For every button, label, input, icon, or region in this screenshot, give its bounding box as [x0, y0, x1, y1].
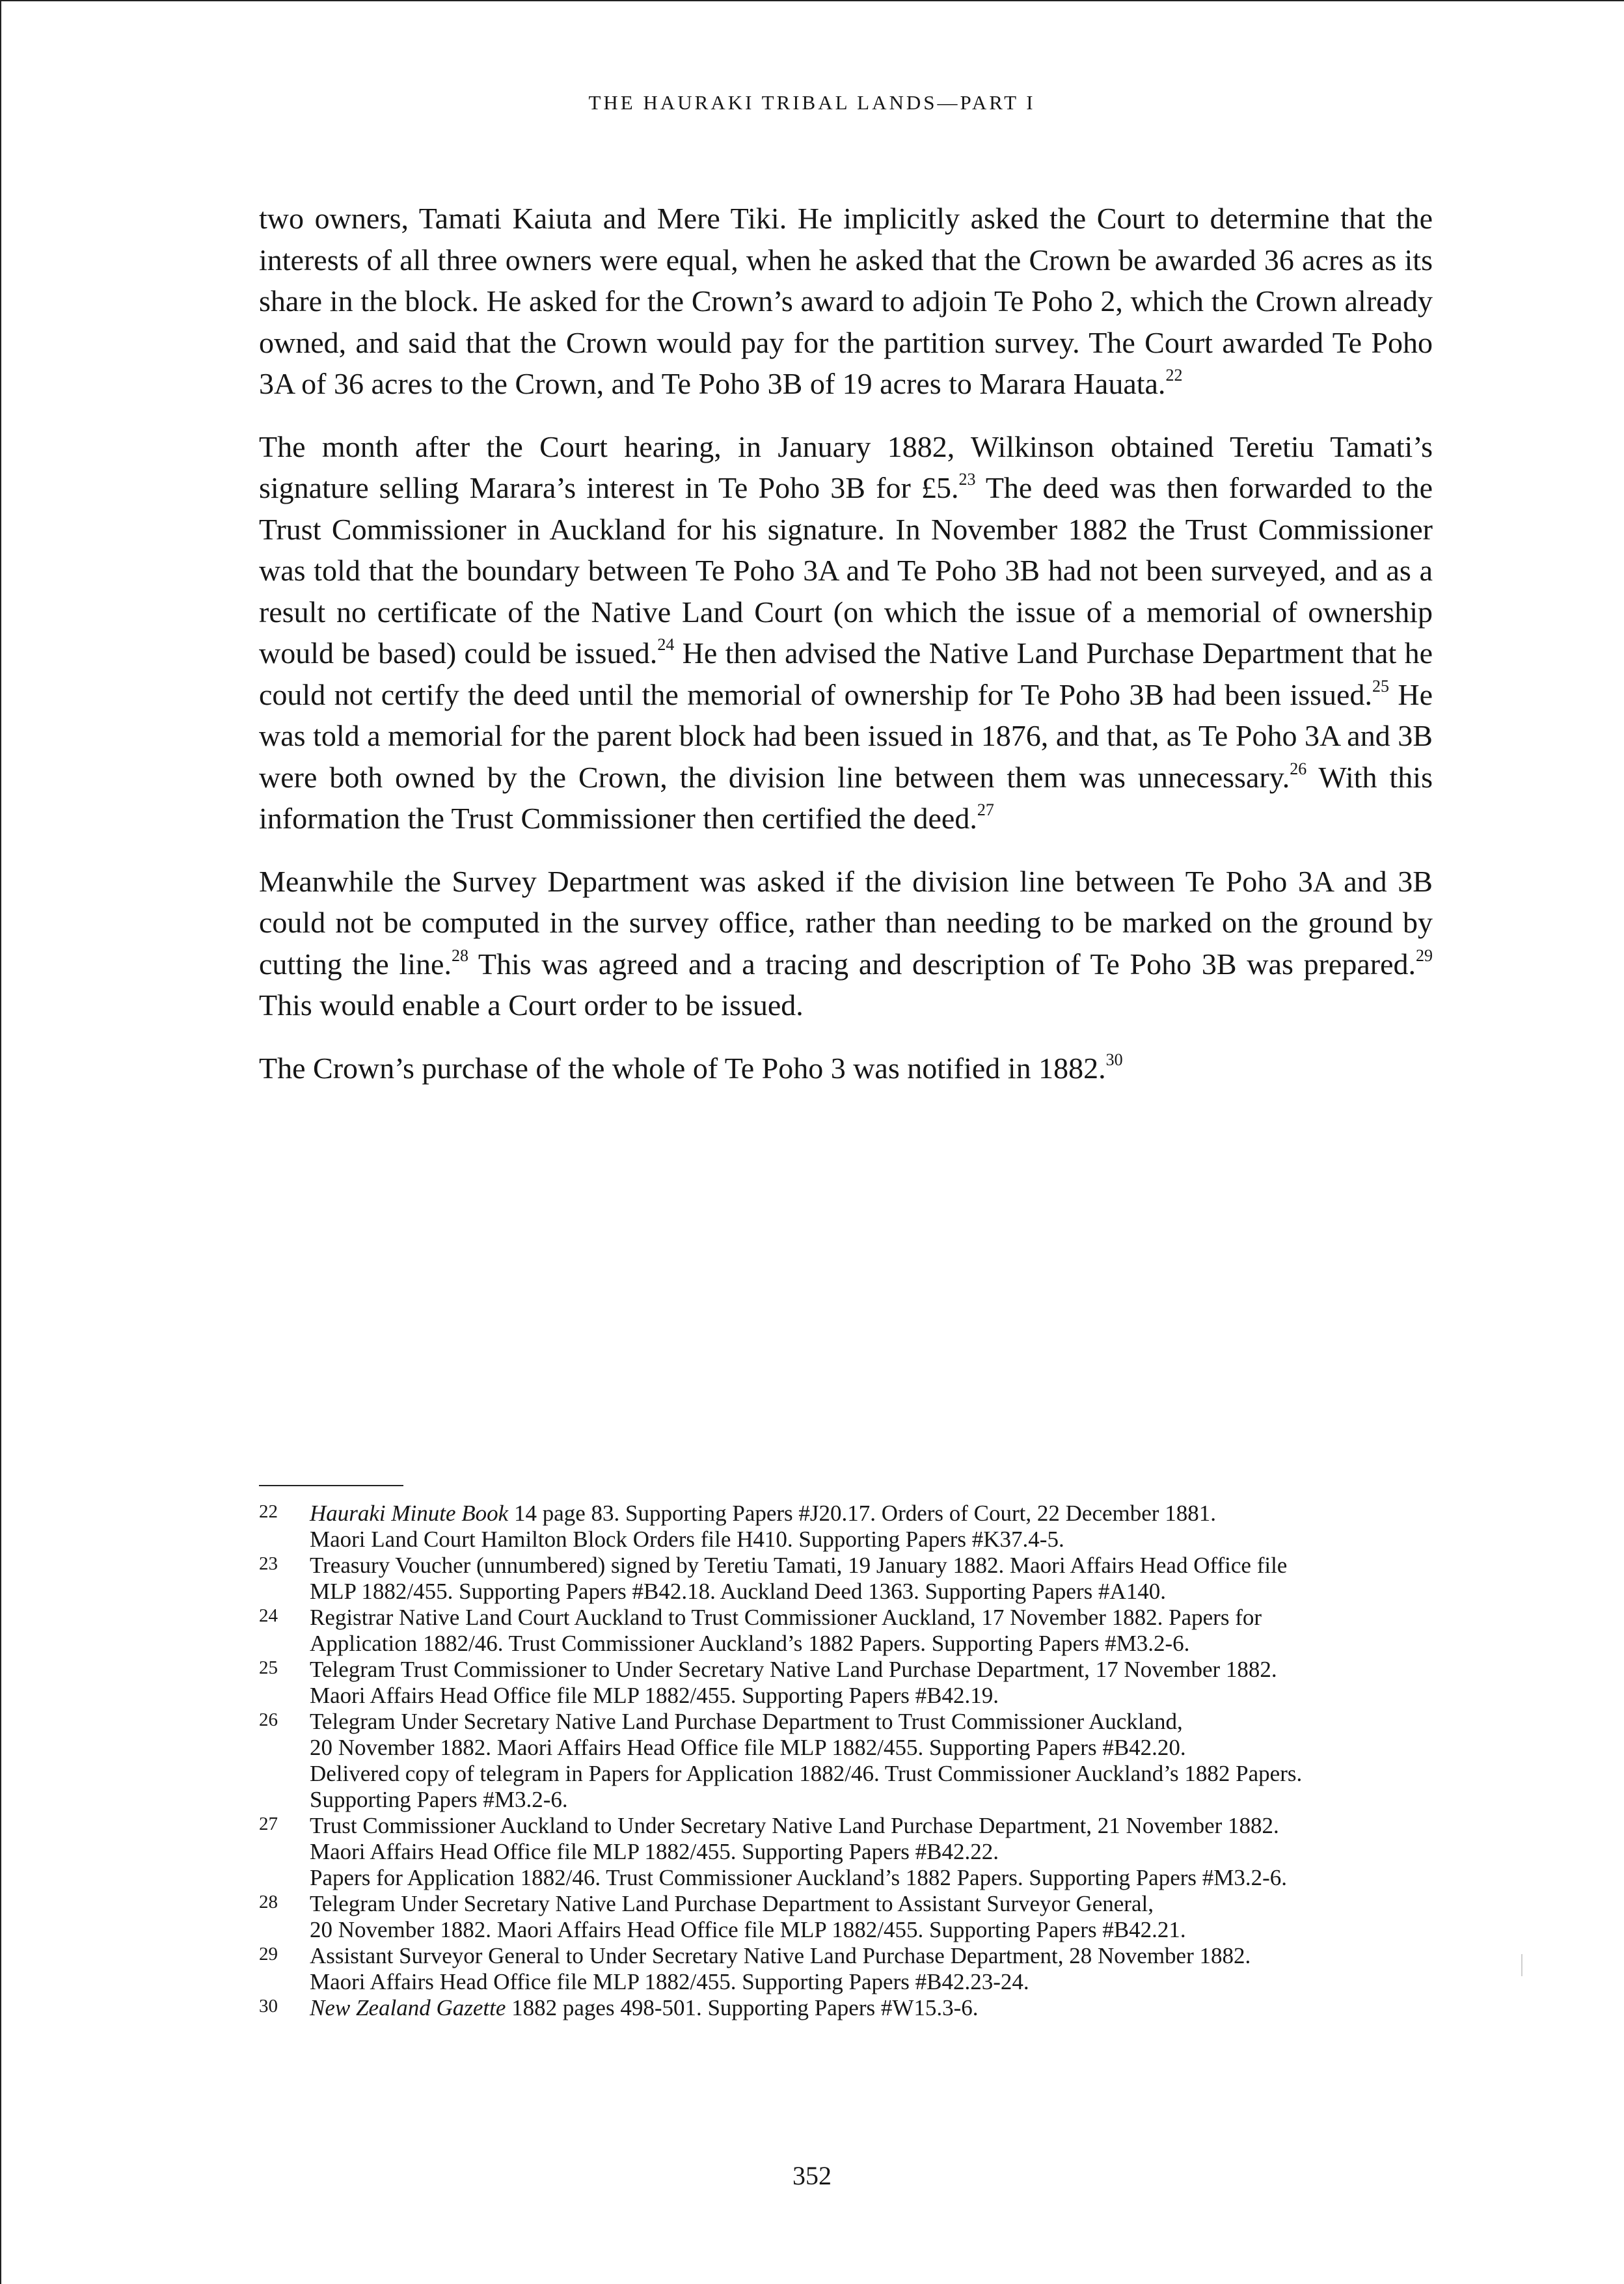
- footnote-line: MLP 1882/455. Supporting Papers #B42.18. Auckland Deed 1363. Supporting Papers #A140.: [310, 1579, 1167, 1604]
- footnote-number: 30: [259, 1996, 278, 2017]
- footnote-24: [259, 1605, 1430, 1657]
- paragraph-text: The Crown’s purchase of the whole of Te Poho 3 was notified in 1882.: [259, 1051, 1106, 1085]
- footnote-line: Assistant Surveyor General to Under Secretary Native Land Purchase Department, 28 November 1882.: [310, 1943, 1251, 1968]
- footnote-line: Maori Affairs Head Office file MLP 1882/455. Supporting Papers #B42.23-24.: [310, 1969, 1029, 1994]
- footnote-number: 26: [259, 1709, 278, 1730]
- footnote-26: [259, 1709, 1430, 1813]
- footnote-line: Maori Land Court Hamilton Block Orders file H410. Supporting Papers #K37.4-5.: [310, 1527, 1064, 1552]
- source-title: Hauraki Minute Book: [310, 1501, 509, 1526]
- paragraph-text: The deed was then forwarded to the Trust Commissioner in Auckland for his signature. In November 1882 the Trust Commissioner was told that the boundary between Te Poho 3A and Te Poho 3B had not been surveyed, and as a result no certificate of the Native Land Court (on which the issue of a memorial of ownership would be based) could be issued.: [259, 471, 1433, 670]
- source-title: New Zealand Gazette: [310, 1995, 506, 2020]
- footnote-text: [310, 1891, 1430, 1943]
- body-text: [259, 198, 1433, 1110]
- footnote-line-text: 1882 pages 498-501. Supporting Papers #W15.3-6.: [506, 1995, 979, 2020]
- footnote-line: Telegram Under Secretary Native Land Purchase Department to Assistant Surveyor General,: [310, 1891, 1154, 1916]
- footnote-number: 25: [259, 1657, 278, 1678]
- paragraph-3: [259, 861, 1433, 1026]
- footnote-number: 29: [259, 1944, 278, 1965]
- running-head: THE HAURAKI TRIBAL LANDS—PART I: [588, 91, 1036, 114]
- footnote-line: Trust Commissioner Auckland to Under Secretary Native Land Purchase Department, 21 November 1882.: [310, 1813, 1279, 1838]
- footnote-number: 24: [259, 1605, 278, 1626]
- paragraph-text: With this information the Trust Commissioner then certified the deed.: [259, 760, 1433, 835]
- footnote-28: [259, 1891, 1430, 1943]
- footnote-text: [310, 1657, 1430, 1709]
- footnote-line: 20 November 1882. Maori Affairs Head Office file MLP 1882/455. Supporting Papers #B42.21.: [310, 1917, 1186, 1942]
- note-reference[interactable]: 24: [657, 635, 675, 654]
- paragraph-text: Meanwhile the Survey Department was asked if the division line between Te Poho 3A and 3B could not be computed in the survey office, rather than needing to be marked on the ground by cutting the line.: [259, 864, 1433, 981]
- footnote-line: Papers for Application 1882/46. Trust Commissioner Auckland’s 1882 Papers. Supporting Papers #M3.2-6.: [310, 1865, 1288, 1890]
- footnote-separator: [259, 1485, 403, 1486]
- footnote-text: [310, 1709, 1430, 1813]
- paragraph-2: [259, 426, 1433, 839]
- footnote-30: [259, 1995, 1430, 2021]
- footnote-line: 20 November 1882. Maori Affairs Head Office file MLP 1882/455. Supporting Papers #B42.20.: [310, 1735, 1186, 1760]
- footnote-text: [310, 1553, 1430, 1605]
- page-number: 352: [792, 2161, 832, 2190]
- footnote-line: Supporting Papers #M3.2-6.: [310, 1787, 568, 1812]
- paragraph-text: This would enable a Court order to be issued.: [259, 988, 804, 1022]
- note-reference[interactable]: 29: [1416, 945, 1433, 965]
- footnote-line: Maori Affairs Head Office file MLP 1882/455. Supporting Papers #B42.19.: [310, 1683, 999, 1708]
- footnote-number: 22: [259, 1501, 278, 1522]
- scan-artifact-mark: [1521, 1954, 1522, 1976]
- footnote-23: [259, 1553, 1430, 1605]
- paragraph-text: He then advised the Native Land Purchase Department that he could not certify the deed until the memorial of ownership for Te Poho 3B had been issued.: [259, 636, 1433, 711]
- paragraph-text: two owners, Tamati Kaiuta and Mere Tiki. He implicitly asked the Court to determine that the interests of all three owners were equal, when he asked that the Crown be awarded 36 acres as its share in the block. He asked for the Crown’s award to adjoin Te Poho 2, which the Crown already owned, and said that the Crown would pay for the partition survey. The Court awarded Te Poho 3A of 36 acres to the Crown, and Te Poho 3B of 19 acres to Marara Hauata.: [259, 202, 1433, 400]
- note-reference[interactable]: 23: [958, 470, 976, 489]
- footnote-text: [310, 1813, 1430, 1891]
- paragraph-1: [259, 198, 1433, 405]
- note-reference[interactable]: 22: [1165, 366, 1183, 385]
- note-reference[interactable]: 30: [1105, 1050, 1123, 1069]
- footnote-22: [259, 1501, 1430, 1553]
- footnote-number: 23: [259, 1553, 278, 1574]
- footnote-25: [259, 1657, 1430, 1709]
- footnote-line: Treasury Voucher (unnumbered) signed by Teretiu Tamati, 19 January 1882. Maori Affairs Head Office file: [310, 1553, 1288, 1578]
- footnote-text: [310, 1501, 1430, 1553]
- footnote-text: [310, 1605, 1430, 1657]
- footnote-27: [259, 1813, 1430, 1891]
- footnote-line: [310, 1501, 1430, 1527]
- footnotes: [259, 1501, 1430, 2021]
- footnote-text: [310, 1943, 1430, 1995]
- note-reference[interactable]: 28: [451, 945, 468, 965]
- footnote-line: Application 1882/46. Trust Commissioner Auckland’s 1882 Papers. Supporting Papers #M3.2-6.: [310, 1631, 1190, 1656]
- footnote-number: 27: [259, 1814, 278, 1834]
- paragraph-text: This was agreed and a tracing and description of Te Poho 3B was prepared.: [468, 947, 1416, 981]
- footnote-line: Telegram Under Secretary Native Land Purchase Department to Trust Commissioner Auckland,: [310, 1709, 1183, 1734]
- footnote-line: Maori Affairs Head Office file MLP 1882/455. Supporting Papers #B42.22.: [310, 1839, 999, 1864]
- footnote-number: 28: [259, 1892, 278, 1912]
- footnote-line: Telegram Trust Commissioner to Under Secretary Native Land Purchase Department, 17 November 1882.: [310, 1657, 1277, 1682]
- note-reference[interactable]: 27: [977, 800, 994, 819]
- footnote-29: [259, 1943, 1430, 1995]
- paragraph-text: The month after the Court hearing, in January 1882, Wilkinson obtained Teretiu Tamati’s signature selling Marara’s interest in Te Poho 3B for £5.: [259, 429, 1433, 504]
- footnote-text: [310, 1995, 1430, 2021]
- footnote-line: Delivered copy of telegram in Papers for Application 1882/46. Trust Commissioner Auckland’s 1882 Papers.: [310, 1761, 1303, 1786]
- footnote-line: [310, 1995, 1430, 2021]
- footnote-line-text: 14 page 83. Supporting Papers #J20.17. Orders of Court, 22 December 1881.: [508, 1501, 1216, 1526]
- paragraph-4: [259, 1048, 1433, 1089]
- note-reference[interactable]: 25: [1372, 676, 1389, 696]
- paragraph-text: He was told a memorial for the parent block had been issued in 1876, and that, as Te Poho 3A and 3B were both owned by the Crown, the division line between them was unnecessary.: [259, 677, 1433, 794]
- footnote-line: Registrar Native Land Court Auckland to Trust Commissioner Auckland, 17 November 1882. Papers for: [310, 1605, 1262, 1630]
- note-reference[interactable]: 26: [1290, 759, 1307, 778]
